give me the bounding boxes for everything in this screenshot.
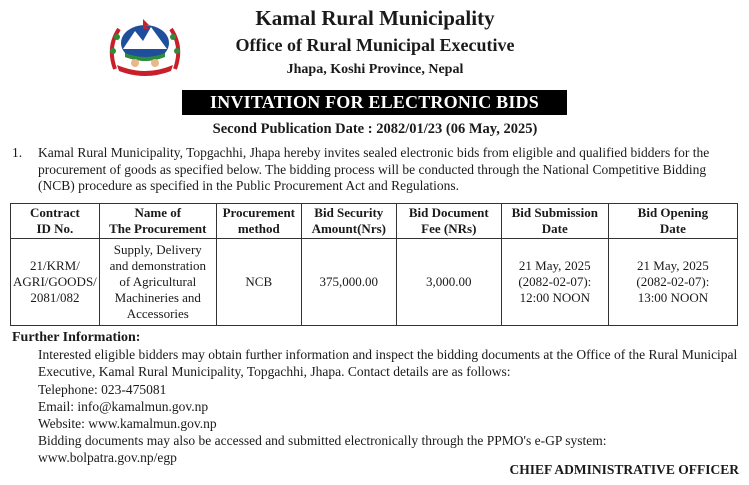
paragraph-number: 1. — [12, 145, 23, 160]
header-procurement-name: Name of The Procurement — [99, 204, 216, 239]
website-line: Website: www.kamalmun.gov.np — [38, 416, 217, 431]
further-info-paragraph: Interested eligible bidders may obtain further information and inspect the bidding documents at the Office of the Rural Municipal Executive, Kamal Rural Municipality, Topgachhi, Jhapa. Contact details are as follows: — [38, 347, 738, 379]
cell-contract-id: 21/KRM/ AGRI/GOODS/ 2081/082 — [11, 239, 100, 326]
cell-procurement-method: NCB — [216, 239, 301, 326]
table-row — [11, 239, 738, 326]
cell-procurement-name: Supply, Delivery and demonstration of Agricultural Machineries and Accessories — [99, 239, 216, 326]
notice-title-banner: INVITATION FOR ELECTRONIC BIDS — [182, 90, 567, 115]
organization-name: Kamal Rural Municipality — [255, 6, 495, 30]
cell-bid-security: 375,000.00 — [301, 239, 396, 326]
header-bid-opening-date: Bid Opening Date — [608, 204, 737, 239]
office-name: Office of Rural Municipal Executive — [235, 35, 515, 55]
egp-paragraph: Bidding documents may also be accessed and submitted electronically through the PPMO's e-GP system: www.bolpatra.gov.np/egp — [38, 433, 607, 465]
telephone-line: Telephone: 023-475081 — [38, 382, 167, 397]
header-bid-security: Bid Security Amount(Nrs) — [301, 204, 396, 239]
office-address: Jhapa, Koshi Province, Nepal — [286, 62, 464, 77]
header-contract-id: Contract ID No. — [11, 204, 100, 239]
cell-bid-submission-date: 21 May, 2025 (2082-02-07): 12:00 NOON — [501, 239, 608, 326]
header-bid-document-fee: Bid Document Fee (NRs) — [396, 204, 501, 239]
header-bid-submission-date: Bid Submission Date — [501, 204, 608, 239]
cell-bid-opening-date: 21 May, 2025 (2082-02-07): 13:00 NOON — [608, 239, 737, 326]
cell-bid-document-fee: 3,000.00 — [396, 239, 501, 326]
table-header-row — [11, 204, 738, 239]
further-info-title: Further Information: — [12, 330, 141, 345]
signatory-title: CHIEF ADMINISTRATIVE OFFICER — [509, 462, 739, 477]
bid-details-table — [10, 203, 738, 326]
email-line: Email: info@kamalmun.gov.np — [38, 399, 209, 414]
notice-paragraph: Kamal Rural Municipality, Topgachhi, Jhapa hereby invites sealed electronic bids from eligible and qualified bidders for the procurement of goods as specified below. The bidding process will be conducted through the National Competitive Bidding (NCB) procedure as specified in the Public Procurement Act and Regulations. — [38, 145, 710, 193]
publication-date: Second Publication Date : 2082/01/23 (06 May, 2025) — [212, 121, 538, 137]
header-procurement-method: Procurement method — [216, 204, 301, 239]
